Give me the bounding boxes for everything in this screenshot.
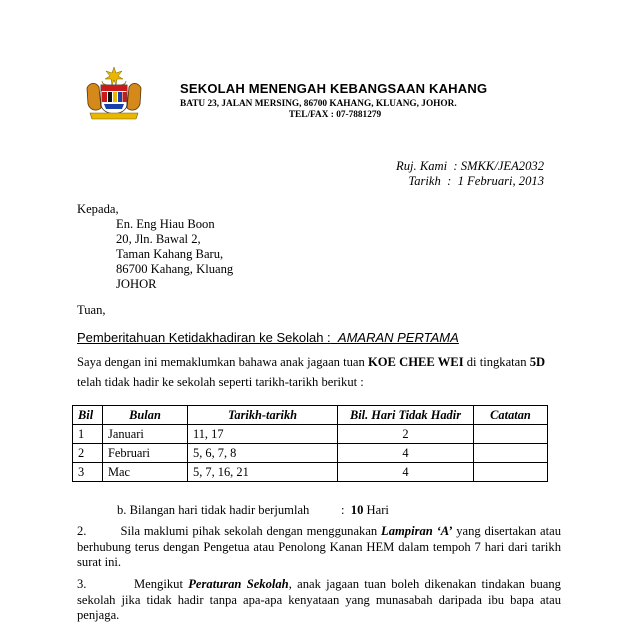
student-name: KOE CHEE WEI (367, 355, 464, 369)
col-bil: Bil (73, 406, 103, 425)
col-bulan: Bulan (103, 406, 188, 425)
paragraph-2: 2. Sila maklumi pihak sekolah dengan menggunakan Lampiran ‘A’ yang disertakan atau berhubung terus dengan Pengetua atau Penolong Kanan HEM dalam tempoh 7 hari dari tarikh surat ini. (77, 524, 561, 569)
table-row: 3 Mac 5, 7, 16, 21 4 (73, 463, 548, 482)
subject-warning: AMARAN PERTAMA (337, 330, 459, 345)
greeting: Tuan, (77, 303, 106, 317)
intro-line-2: telah tidak hadir ke sekolah seperti tarikh-tarikh berikut : (77, 375, 364, 389)
lampiran-a-ref: Lampiran ‘A’ (381, 524, 453, 538)
table-row: 1 Januari 11, 17 2 (73, 425, 548, 444)
student-form: 5D (529, 355, 546, 369)
col-tarikh: Tarikh-tarikh (188, 406, 338, 425)
summary-label: b. Bilangan hari tidak hadir berjumlah (117, 503, 310, 517)
recipient-line: Taman Kahang Baru, (116, 247, 224, 261)
letter-subject (77, 330, 459, 345)
recipient-line: En. Eng Hiau Boon (116, 217, 215, 231)
subject-main: Pemberitahuan Ketidakhadiran ke Sekolah : (77, 330, 331, 345)
absence-table (72, 405, 548, 482)
school-name: SEKOLAH MENENGAH KEBANGSAAN KAHANG (180, 81, 488, 96)
col-bil-hari: Bil. Hari Tidak Hadir (338, 406, 474, 425)
recipient-heading: Kepada, (77, 202, 119, 216)
recipient-line: 86700 Kahang, Kluang (116, 262, 234, 276)
table-row: 2 Februari 5, 6, 7, 8 4 (73, 444, 548, 463)
letter-date: Tarikh : 1 Februari, 2013 (408, 174, 544, 188)
recipient-line: 20, Jln. Bawal 2, (116, 232, 201, 246)
peraturan-sekolah-ref: Peraturan Sekolah (188, 577, 289, 591)
reference-number: Ruj. Kami : SMKK/JEA2032 (396, 159, 544, 173)
summary-value: : 10 Hari (341, 503, 389, 517)
col-catatan: Catatan (474, 406, 548, 425)
intro-line-1: Saya dengan ini memaklumkan bahawa anak jagaan tuan KOE CHEE WEI di tingkatan 5D (77, 355, 546, 369)
school-address: BATU 23, JALAN MERSING, 86700 KAHANG, KLUANG, JOHOR. (180, 99, 457, 109)
recipient-line: JOHOR (116, 277, 157, 291)
table-header-row (73, 406, 548, 425)
paragraph-3: 3. Mengikut Peraturan Sekolah, anak jagaan tuan boleh dikenakan tindakan buang sekolah jika tidak hadir tanpa apa-apa kenyataan yang munasabah daripada ibu bapa atau penjaga. (77, 577, 561, 622)
malaysia-coat-of-arms-icon (84, 66, 144, 122)
school-telfax: TEL/FAX : 07-7881279 (288, 110, 382, 120)
